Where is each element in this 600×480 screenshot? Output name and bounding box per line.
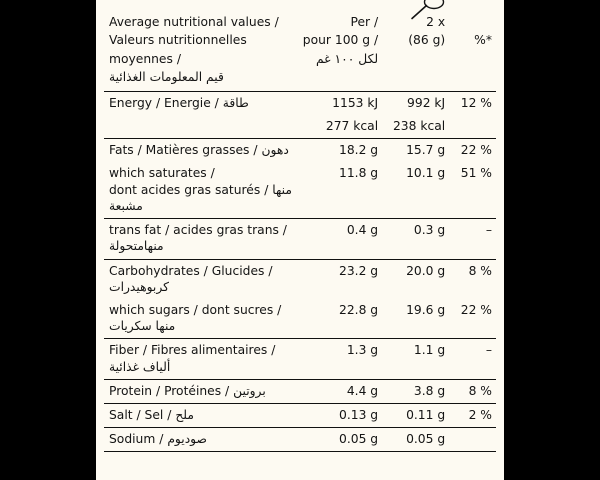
row-per100: 0.13 g (301, 404, 384, 428)
table-row (104, 299, 496, 339)
row-label-arabic: صوديوم (167, 432, 207, 447)
row-per100: 18.2 g (301, 139, 384, 163)
table-row (104, 428, 496, 452)
row-portion-sub: 238 kcal (392, 118, 446, 133)
header-portion-line1: 2 x (426, 15, 446, 29)
row-per100: 22.8 g (339, 302, 379, 317)
row-label (104, 379, 301, 403)
row-label (104, 91, 301, 115)
row-per100: 11.8 g (339, 166, 379, 181)
row-pct (451, 428, 496, 452)
row-label-en: Energy / Energie / (109, 95, 219, 110)
bottom-rule-spacer (451, 452, 496, 460)
row-pct: – (451, 219, 496, 259)
row-portion: 19.6 g (406, 302, 446, 317)
row-pct: 12 % (451, 91, 496, 115)
row-portion: 992 kJ (384, 91, 451, 115)
row-per100: 1.3 g (301, 339, 384, 379)
row-per100: 23.2 g (301, 259, 384, 299)
table-row (104, 139, 496, 163)
table-row (104, 339, 496, 379)
row-label-arabic: منها مشبعة (109, 182, 292, 213)
header-label-cell (104, 10, 301, 91)
row-label-en: trans fat / acides gras trans / (109, 223, 287, 238)
row-pct: – (451, 339, 496, 379)
row-portion: 20.0 g (384, 259, 451, 299)
row-label-en: Fats / Matières grasses / (109, 143, 258, 158)
header-portion-line2: (86 g) (408, 33, 446, 48)
bottom-rule-spacer (104, 452, 301, 460)
header-portion-cell (384, 10, 451, 91)
row-label-arabic: ملح (175, 408, 194, 423)
row-label (104, 299, 301, 339)
row-label (104, 428, 301, 452)
header-per100-line2: pour 100 g / (302, 33, 379, 48)
row-pct: 22 % (460, 302, 492, 317)
row-label-en: Salt / Sel / (109, 408, 172, 423)
row-label-arabic: منهامتحولة (109, 239, 164, 254)
row-label-arabic: منها سكريات (109, 319, 176, 334)
header-pct-cell: %* (474, 33, 492, 47)
row-per100: 0.4 g (301, 219, 384, 259)
row-pct: 22 % (451, 139, 496, 163)
row-portion: 0.05 g (384, 428, 451, 452)
row-per100: 4.4 g (301, 379, 384, 403)
header-per100-line1: Per / (350, 15, 379, 29)
nutrition-panel (96, 0, 504, 480)
nutrition-table (104, 10, 496, 459)
row-label-arabic: كربوهيدرات (109, 279, 169, 294)
header-per100-cell (301, 10, 384, 91)
bottom-rule-spacer (301, 452, 384, 460)
row-label (104, 259, 301, 299)
header-per100-line3-arabic: لكل ١٠٠ غم (316, 51, 379, 66)
table-row (104, 162, 496, 218)
row-pct-sub (451, 115, 496, 139)
row-label (104, 162, 301, 218)
row-label (104, 404, 301, 428)
header-label-line3-arabic: قيم المعلومات الغذائية (109, 70, 224, 85)
table-row (104, 259, 496, 299)
row-label-arabic: طاقة (222, 95, 249, 110)
row-pct: 2 % (451, 404, 496, 428)
row-label-arabic: دهون (261, 143, 289, 158)
table-row (104, 91, 496, 115)
row-portion: 10.1 g (406, 166, 446, 181)
row-portion: 3.8 g (384, 379, 451, 403)
row-label-en: which sugars / dont sucres / (109, 302, 282, 317)
row-per100-sub: 277 kcal (325, 118, 379, 133)
spoon-icon (407, 0, 447, 23)
row-portion: 1.1 g (384, 339, 451, 379)
header-label-line1: Average nutritional values / (109, 15, 279, 29)
row-label-arabic: بروتين (233, 383, 266, 398)
row-label-en2: dont acides gras saturés / (109, 182, 269, 197)
table-bottom-rule (104, 452, 496, 460)
row-portion: 0.11 g (384, 404, 451, 428)
row-per100: 1153 kJ (301, 91, 384, 115)
table-header-row (104, 10, 496, 91)
row-portion: 0.3 g (384, 219, 451, 259)
row-portion: 15.7 g (384, 139, 451, 163)
row-label (104, 339, 301, 379)
row-per100: 0.05 g (301, 428, 384, 452)
row-label (104, 219, 301, 259)
header-label-line2: Valeurs nutritionnelles moyennes / (109, 33, 247, 66)
row-label-en: Carbohydrates / Glucides / (109, 263, 273, 278)
table-row (104, 379, 496, 403)
row-pct: 51 % (460, 166, 492, 181)
row-label (104, 139, 301, 163)
row-label-empty (104, 115, 301, 139)
row-label-en: Sodium / (109, 432, 164, 447)
row-label-en: Protein / Protéines / (109, 383, 230, 398)
row-label-en: Fiber / Fibres alimentaires / (109, 343, 276, 358)
row-pct: 8 % (451, 379, 496, 403)
table-row (104, 219, 496, 259)
row-label-arabic: ألياف غذائية (109, 359, 171, 374)
table-row-energy-kcal (104, 115, 496, 139)
bottom-rule-spacer (384, 452, 451, 460)
table-row (104, 404, 496, 428)
row-label-en: which saturates / (109, 166, 215, 181)
row-pct: 8 % (451, 259, 496, 299)
